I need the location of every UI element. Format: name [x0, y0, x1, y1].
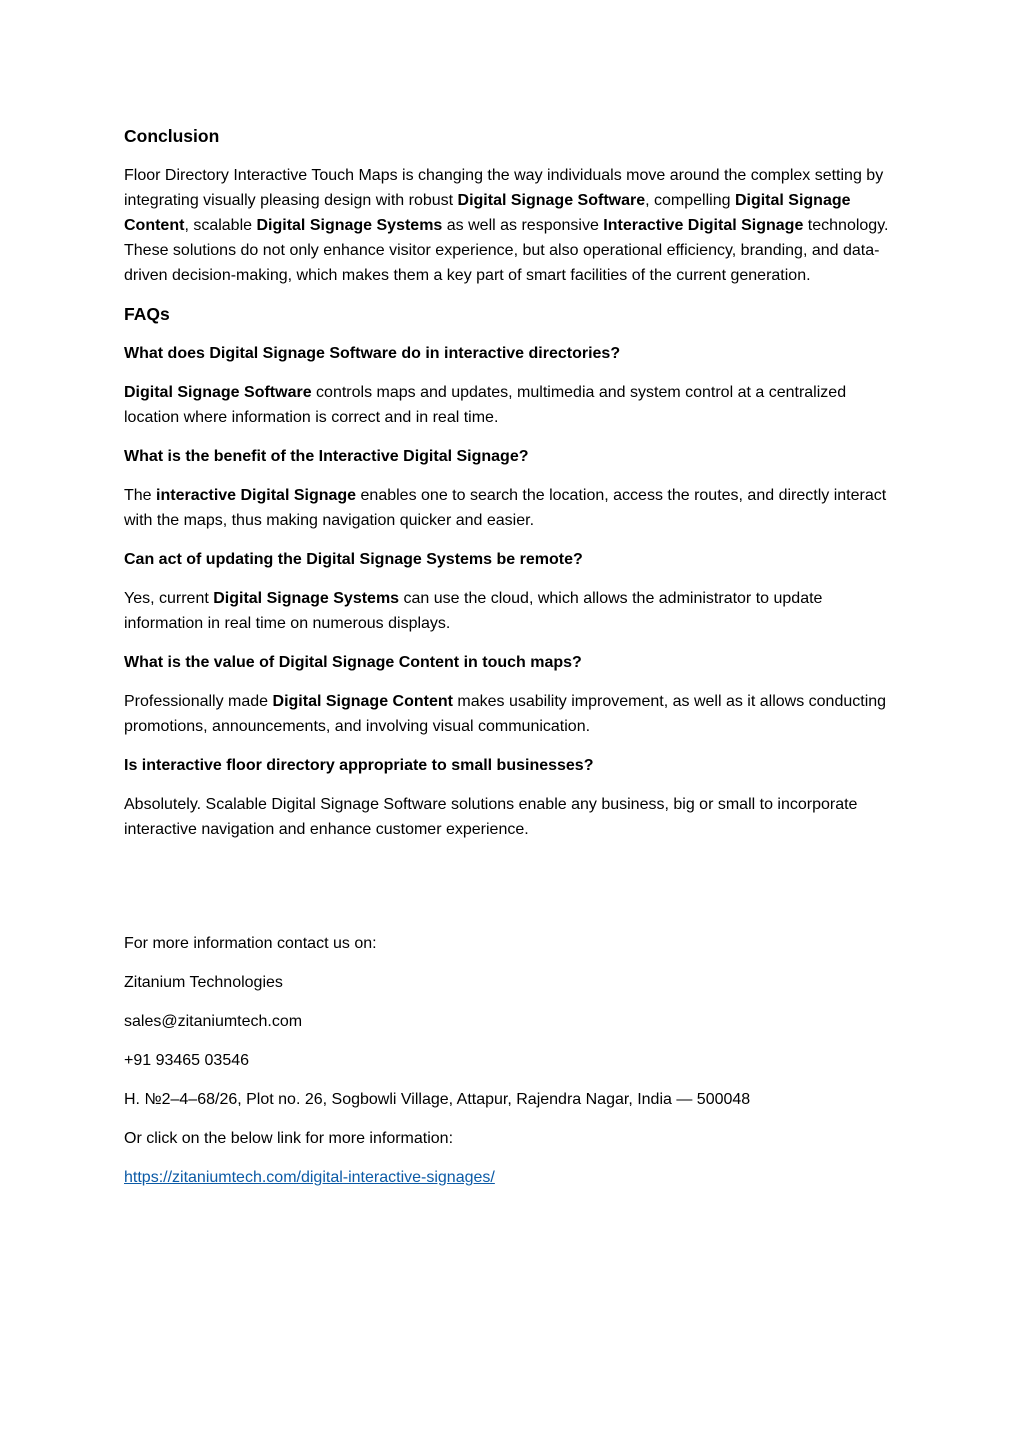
conclusion-text: , scalable	[184, 217, 257, 234]
faq-answer	[124, 689, 904, 739]
conclusion-text: technology. These solutions do not only enhance visitor experience, but also operational efficiency, branding, and data-driven decision-making, which makes them a key part of smart facilities of the current generation.	[124, 217, 889, 284]
contact-address: H. №2–4–68/26, Plot no. 26, Sogbowli Village, Attapur, Rajendra Nagar, India — 500048	[124, 1091, 751, 1108]
conclusion-paragraph	[124, 163, 904, 288]
contact-email: sales@zitaniumtech.com	[124, 1013, 303, 1030]
faq-question: What is the benefit of the Interactive Digital Signage?	[124, 448, 529, 465]
faq-answer-bold: Digital Signage Content	[272, 693, 453, 710]
faq-answer-bold: Digital Signage Systems	[213, 590, 400, 607]
faq-question: Can act of updating the Digital Signage Systems be remote?	[124, 551, 583, 568]
faq-answer	[124, 586, 904, 636]
faq-answer-text: The	[124, 487, 157, 504]
contact-link-intro: Or click on the below link for more information:	[124, 1130, 454, 1147]
faq-question: What is the value of Digital Signage Content in touch maps?	[124, 654, 582, 671]
contact-intro: For more information contact us on:	[124, 935, 377, 952]
faq-answer: Absolutely. Scalable Digital Signage Software solutions enable any business, big or small to incorporate interactive navigation and enhance customer experience.	[124, 796, 858, 838]
faq-answer-text: can use the cloud, which allows the administrator to update information in real time on numerous displays.	[124, 590, 823, 632]
faq-question: What does Digital Signage Software do in interactive directories?	[124, 345, 621, 362]
faq-answer-text: Yes, current	[124, 590, 214, 607]
faq-answer-text: enables one to search the location, access the routes, and directly interact with the maps, thus making navigation quicker and easier.	[124, 487, 887, 529]
faq-answer-bold: interactive Digital Signage	[156, 487, 357, 504]
faq-answer-text: makes usability improvement, as well as it allows conducting promotions, announcements, and involving visual communication.	[124, 693, 887, 735]
conclusion-text: Floor Directory Interactive Touch Maps is changing the way individuals move around the complex setting by integrating visually pleasing design with robust	[124, 167, 884, 209]
signage-page-link[interactable]: https://zitaniumtech.com/digital-interactive-signages/	[124, 1169, 495, 1186]
document-page	[124, 124, 904, 1190]
contact-company: Zitanium Technologies	[124, 974, 283, 991]
faq-answer	[124, 483, 904, 533]
conclusion-bold-interactive: Interactive Digital Signage	[603, 217, 804, 234]
conclusion-bold-software: Digital Signage Software	[457, 192, 646, 209]
conclusion-bold-systems: Digital Signage Systems	[256, 217, 443, 234]
conclusion-bold-content: Digital Signage Content	[124, 192, 851, 234]
faq-answer-text: controls maps and updates, multimedia and system control at a centralized location where information is correct and in real time.	[124, 384, 847, 426]
conclusion-heading: Conclusion	[124, 126, 220, 146]
conclusion-text: as well as responsive	[442, 217, 604, 234]
contact-phone: +91 93465 03546	[124, 1052, 250, 1069]
faq-answer	[124, 380, 904, 430]
faq-question: Is interactive floor directory appropriate to small businesses?	[124, 757, 594, 774]
faqs-heading: FAQs	[124, 304, 170, 324]
conclusion-text: , compelling	[645, 192, 735, 209]
faq-answer-text: Professionally made	[124, 693, 273, 710]
faq-answer-bold: Digital Signage Software	[124, 384, 312, 401]
